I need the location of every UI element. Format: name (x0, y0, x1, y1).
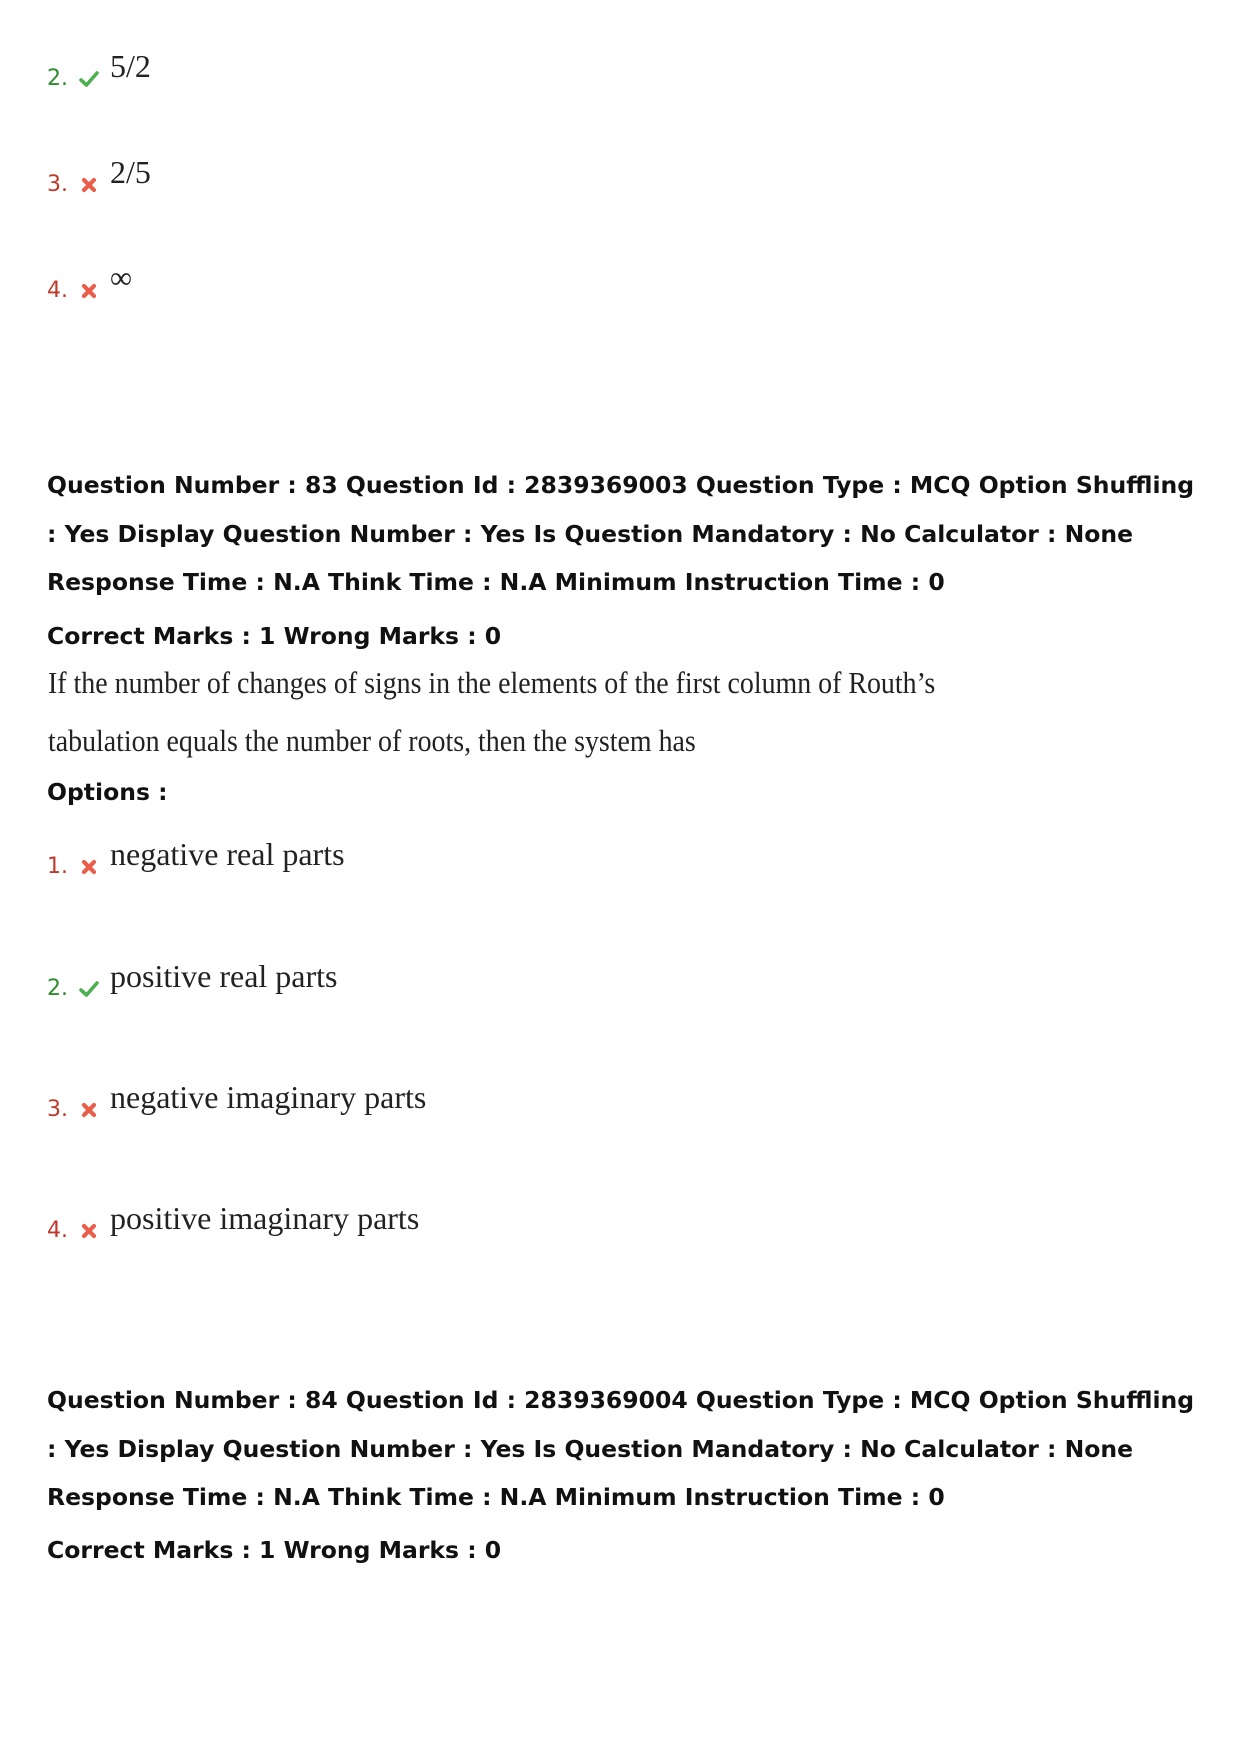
cross-icon (78, 1099, 100, 1121)
option-number: 4. (47, 1218, 68, 1243)
question-meta: Question Number : 84 Question Id : 2839369004 Question Type : MCQ Option Shuffling : Yes Display Question Number : Yes Is Question Mandatory : No Calculator : None Response Time : N.A Think Time : N.A Minimum Instruction Time : 0 (47, 1386, 1195, 1511)
check-icon (78, 978, 100, 1000)
option-text: negative imaginary parts (110, 1079, 427, 1115)
option-number: 3. (47, 1097, 68, 1122)
options-label: Options : (47, 778, 168, 806)
option-2 (47, 958, 338, 1002)
question-meta: Question Number : 83 Question Id : 2839369003 Question Type : MCQ Option Shuffling : Yes Display Question Number : Yes Is Question Mandatory : No Calculator : None Response Time : N.A Think Time : N.A Minimum Instruction Time : 0 (47, 471, 1195, 596)
option-3 (47, 154, 151, 198)
cross-icon (78, 856, 100, 878)
question-text: If the number of changes of signs in the elements of the first column of Routh’s tabulation equals the number of roots, then the system has (48, 665, 936, 758)
option-number: 3. (47, 172, 68, 197)
question-marks: Correct Marks : 1 Wrong Marks : 0 (47, 1536, 502, 1564)
cross-icon (78, 280, 100, 302)
cross-icon (78, 174, 100, 196)
option-text: positive real parts (110, 958, 338, 994)
option-2 (47, 48, 151, 92)
option-1 (47, 836, 345, 880)
cross-icon (78, 1220, 100, 1242)
option-text: positive imaginary parts (110, 1200, 420, 1236)
option-text: ∞ (110, 260, 133, 295)
option-number: 4. (47, 278, 68, 303)
option-text: 5/2 (110, 48, 151, 84)
option-number: 2. (47, 66, 68, 91)
option-3 (47, 1079, 427, 1123)
option-number: 1. (47, 854, 68, 879)
question-marks: Correct Marks : 1 Wrong Marks : 0 (47, 622, 502, 650)
check-icon (78, 68, 100, 90)
option-4 (47, 1200, 420, 1244)
option-text: 2/5 (110, 154, 151, 190)
option-text: negative real parts (110, 836, 345, 872)
option-number: 2. (47, 976, 68, 1001)
option-4 (47, 260, 133, 304)
